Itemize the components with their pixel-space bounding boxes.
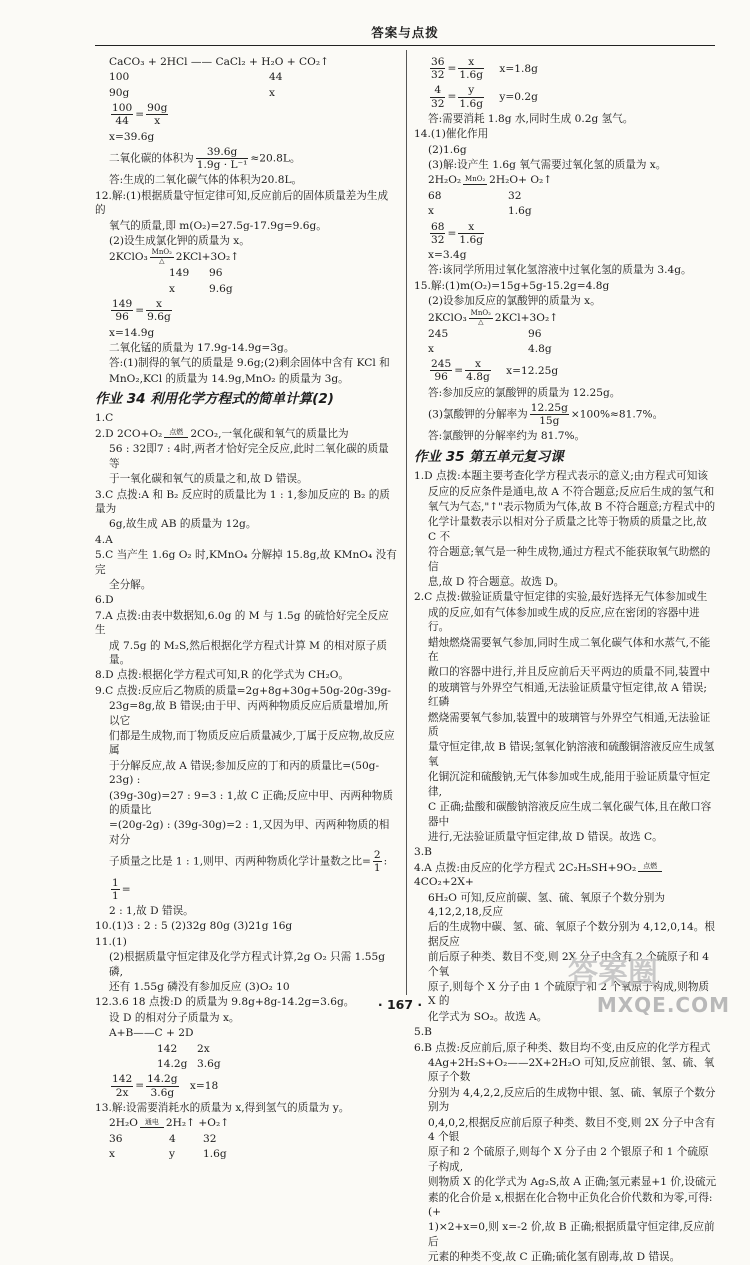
answer-10: 10.(1)3 : 2 : 5 (2)32g 80g (3)21g 16g bbox=[95, 920, 293, 933]
answer-12b: 12.3.6 18 点拨:D 的质量为 9.8g+8g-14.2g=3.6g。 设 D 的相对分子质量为 x。 A+B——C + 2D 142 2x 14.2g 3.6g $\frac{142}{2x}$ = $\frac{14.2g}{3.6g}$ x=18 bbox=[95, 996, 355, 1099]
fraction: $\frac{x}{1.6g}$ bbox=[459, 220, 484, 246]
review-answer-6: 6.B 点拨:反应前后,原子种类、数目均不变,由反应的化学方程式 4Ag+2H₂S+O₂——2X+2H₂O 可知,反应前银、氢、硫、氧原子个数 分别为 4,4,2,2,反应后的生成物中银、氢、硫、氧原子个数分别为 0,4,0,2,根据反应前后原子种类、数目不变,则 2X 分子中含有 4 个银 原子和 2 个硫原子,则每个 X 分子由 2 个银原子和 1 个硫原子构成, 则物质 X 的化学式为 Ag₂S,故 A 正确;氢元素显+1 价,设硫元 素的化合价是 x,根据在化合物中正负化合价代数和为零,可得:(+ 1)×2+x=0,则 x=-2 价,故 B 正确;根据质量守恒定律,反应前后 元素的种类不变,故 C 正确;硫化氢有剧毒,故 D 错误。 bbox=[414, 1041, 717, 1264]
page-number: · 167 · bbox=[377, 997, 423, 1012]
review-answer-5: 5.B bbox=[414, 1026, 432, 1039]
answer-11-part2: (2)根据质量守恒定律及化学方程式计算,2g O₂ 只需 1.55g 磷, 还有 1.55g 磷没有参加反应 (3)O₂ 10 bbox=[109, 951, 385, 993]
review-answer-3: 3.B bbox=[414, 846, 432, 859]
fraction: $\frac{68}{32}$ bbox=[431, 220, 445, 246]
reaction-condition: 通电 bbox=[140, 1119, 164, 1128]
answer-14: 14.(1)催化作用 (2)1.6g (3)解:设产生 1.6g 氧气需要过氧化氢的质量为 x。 2H₂O₂ MnO₂ 2H₂O+ O₂↑ 68 32 x 1.6g $\frac{68}{32}$ = $\frac{x}{1.6g}$ x=3.4g 答:该同学所用过氧化氢溶液中过氧化氢的质量为 3.4g。 bbox=[414, 128, 692, 277]
watermark-logo: 答案圈 bbox=[568, 956, 658, 992]
fraction: $\frac{142}{2x}$ bbox=[112, 1073, 133, 1099]
answer-13: 13.解:设需要消耗水的质量为 x,得到氢气的质量为 y。 2H₂O 通电 2H₂↑ +O₂↑ 36 4 32 x y 1.6g bbox=[95, 1101, 350, 1160]
answer-7: 7.A 点拨:由表中数据知,6.0g 的 M 与 1.5g 的硫恰好完全反应生 成 7.5g 的 M₂S,然后根据化学方程式计算 M 的相对原子质量。 bbox=[95, 609, 389, 666]
answer-3: 3.C 点拨:A 和 B₂ 反应时的质量比为 1 : 1,参加反应的 B₂ 的质量为 6g,故生成 AB 的质量为 12g。 bbox=[95, 488, 390, 531]
watermark-url: MXQE.COM bbox=[596, 992, 730, 1017]
reaction-condition: MnO₂ △ bbox=[151, 248, 172, 266]
fraction: $\frac{90g}{x}$ bbox=[147, 102, 168, 128]
column-divider bbox=[406, 50, 407, 995]
section-title-hw35: 作业 35 第五单元复习课 bbox=[414, 448, 564, 465]
review-answer-1: 1.D 点拨:本题主要考查化学方程式表示的意义;由方程式可知该 反应的反应条件是通电,故 A 不符合题意;反应后生成的氢气和 氧气为气态,"↑"表示物质为气体,故 B 不符合题意;方程式中的 化学计量数表示以相对分子质量之比等于物质的质量之比,故 C 不 符合题意;氧气是一种生成物,通过方程式不能获取氧气助燃的信 息,故 D 符合题意。故选 D。 bbox=[414, 470, 716, 589]
page-header: 答案与点拨 bbox=[371, 25, 439, 40]
fraction: $\frac{39.6g}{\text{1.9g · L⁻¹}}$ bbox=[196, 145, 248, 172]
fraction: $\frac{149}{96}$ bbox=[112, 298, 133, 324]
fraction: $\frac{12.25g}{15g}$ bbox=[530, 402, 568, 428]
answer-5: 5.C 当产生 1.6g O₂ 时,KMnO₄ 分解掉 15.8g,故 KMnO₄ 没有完 全分解。 bbox=[95, 549, 397, 591]
fraction: $\frac{x}{1.6g}$ bbox=[459, 56, 484, 82]
fraction: $\frac{1}{1}$ bbox=[112, 876, 119, 902]
answer-13-continued: $\frac{36}{32}$ = $\frac{x}{1.6g}$ x=1.8g $\frac{4}{32}$ = $\frac{y}{1.6g}$ y=0.2g 答:需要消耗 1.8g 水,同时生成 0.2g 氢气。 bbox=[428, 56, 634, 125]
answer-8: 8.D 点拨:根据化学方程式可知,R 的化学式为 CH₂O。 bbox=[95, 669, 349, 682]
section-title-hw34: 作业 34 利用化学方程式的简单计算(2) bbox=[95, 391, 334, 408]
answer-4: 4.A bbox=[95, 533, 113, 546]
review-answer-2: 2.C 点拨:做验证质量守恒定律的实验,最好选择无气体参加或生 成的反应,如有气体参加或生成的反应,应在密闭的容器中进行。 蜡烛燃烧需要氧气参加,同时生成二氧化碳气体和水蒸气,不能在 敞口的容器中进行,并且反应前后天平两边的质量不同,装置中 的玻璃管与外界空气相通,无法验证质量守恒定律,故 A 错误;红磷 燃烧需要氧气参加,装置中的玻璃管与外界空气相通,无法验证质 量守恒定律,故 B 错误;氢氧化钠溶液和硫酸铜溶液反应生成氢氧 化铜沉淀和硫酸钠,无气体参加或生成,能用于验证质量守恒定律, C 正确;盐酸和碳酸钠溶液反应生成二氧化碳气体,且在敞口容器中 进行,无法验证质量守恒定律,故 D 错误。故选 C。 bbox=[414, 591, 715, 843]
reaction-condition: 点燃 bbox=[638, 863, 662, 872]
reaction-condition: MnO₂ △ bbox=[470, 308, 491, 326]
answer-1: 1.C bbox=[95, 412, 114, 425]
answer-9: 9.C 点拨:反应后乙物质的质量=2g+8g+30g+50g-20g-39g- 23g=8g,故 B 错误;由于甲、丙两种物质反应后质量增加,所以它 们都是生成物,而丁物质反应后质量减少,丁属于反应物,故反应属 于分解反应,故 A 错误;参加反应的丁和丙的质量比=(50g-23g) : (39g-30g)=27 : 9=3 : 1,故 C 正确;反应中甲、丙两种物质的质量比 =(20g-2g) : (39g-30g)=2 : 1,又因为甲、丙两种物质的相对分 子质量之比是 1 : 1,则甲、丙两种物质化学计量数之比= $\frac{2}{1}$ : $\frac{1}{1}$ = 2 : 1,故 D 错误。 bbox=[95, 684, 395, 917]
fraction: $\frac{14.2g}{3.6g}$ bbox=[147, 1073, 178, 1099]
fraction: $\frac{245}{96}$ bbox=[431, 358, 452, 384]
answer-12: 12.解:(1)根据质量守恒定律可知,反应前后的固体质量差为生成的 氧气的质量,即 m(O₂)=27.5g-17.9g=9.6g。 (2)设生成氯化钾的质量为 x。 2KClO₃ MnO₂ △ 2KCl+3O₂↑ 149 96 x 9.6g $\frac{149}{96}$ = $\frac{x}{9.6g}$ x=14.9g 二氧化锰的质量为 17.9g-14.9g=3g。 答:(1)制得的氧气的质量是 9.6g;(2)剩余固体中含有 KCl 和 MnO₂,KCl 的质量为 14.9g,MnO₂ 的质量为 3g。 bbox=[95, 189, 390, 385]
answer-11: 11.(1) bbox=[95, 935, 127, 948]
review-answer-4: 4.A 点拨:由反应的化学方程式 2C₂H₅SH+9O₂ 点燃 4CO₂+2X+ 6H₂O 可知,反应前碳、氢、硫、氧原子个数分别为 4,12,2,18,反应 后的生成物中碳、氢、硫、氧原子个数分别为 4,12,0,14。根据反应 前后原子种类、数目不变,则 2X 分子中含有 2 个硫原子和 4 个氧 原子,则每个 X 分子由 1 个硫原子和 2 个氧原子构成,则物质 X 的 化学式为 SO₂。故选 A。 bbox=[414, 861, 715, 1023]
answer-11-continued: CaCO₃ + 2HCl —— CaCl₂ + H₂O + CO₂↑ 100 44 90g x $\frac{100}{44}$ = $\frac{90g}{x}$ x=39.6g 二氧化碳的体积为 $\frac{39.6g}{\text{1.9g · L⁻¹}}$ ≈20.8L。 答:生成的二氧化碳气体的体积为20.8L。 bbox=[109, 56, 329, 187]
fraction: $\frac{x}{4.8g}$ bbox=[466, 358, 490, 384]
fraction: $\frac{100}{44}$ bbox=[112, 102, 133, 128]
fraction: $\frac{x}{9.6g}$ bbox=[147, 298, 171, 324]
answer-2: 2.D 2CO+O₂ 点燃 2CO₂,一氧化碳和氧气的质量比为 56 : 32即7 : 4时,两者才恰好完全反应,此时二氧化碳的质量等 于一氧化碳和氧气的质量之和,故 D 错误。 bbox=[95, 427, 389, 486]
fraction: $\frac{2}{1}$ bbox=[373, 849, 381, 875]
fraction: $\frac{36}{32}$ bbox=[431, 56, 445, 82]
left-column bbox=[95, 55, 398, 1160]
answer-6: 6.D bbox=[95, 594, 114, 607]
answer-15: 15.解:(1)m(O₂)=15g+5g-15.2g=4.8g (2)设参加反应的氯酸钾的质量为 x。 2KClO₃ MnO₂ △ 2KCl+3O₂↑ 245 96 x 4.8g $\frac{245}{96}$ = $\frac{x}{4.8g}$ x=12.25g 答:参加反应的氯酸钾的质量为 12.25g。 (3)氯酸钾的分解率为 $\frac{12.25g}{15g}$ ×100%≈81.7%。 答:氯酸钾的分解率约为 81.7%。 bbox=[414, 279, 664, 443]
reaction-condition: MnO₂ bbox=[465, 174, 486, 183]
reaction-condition: 点燃 bbox=[164, 429, 188, 438]
fraction: $\frac{4}{32}$ bbox=[431, 84, 445, 110]
header-rule bbox=[95, 45, 715, 46]
fraction: $\frac{y}{1.6g}$ bbox=[459, 84, 484, 110]
